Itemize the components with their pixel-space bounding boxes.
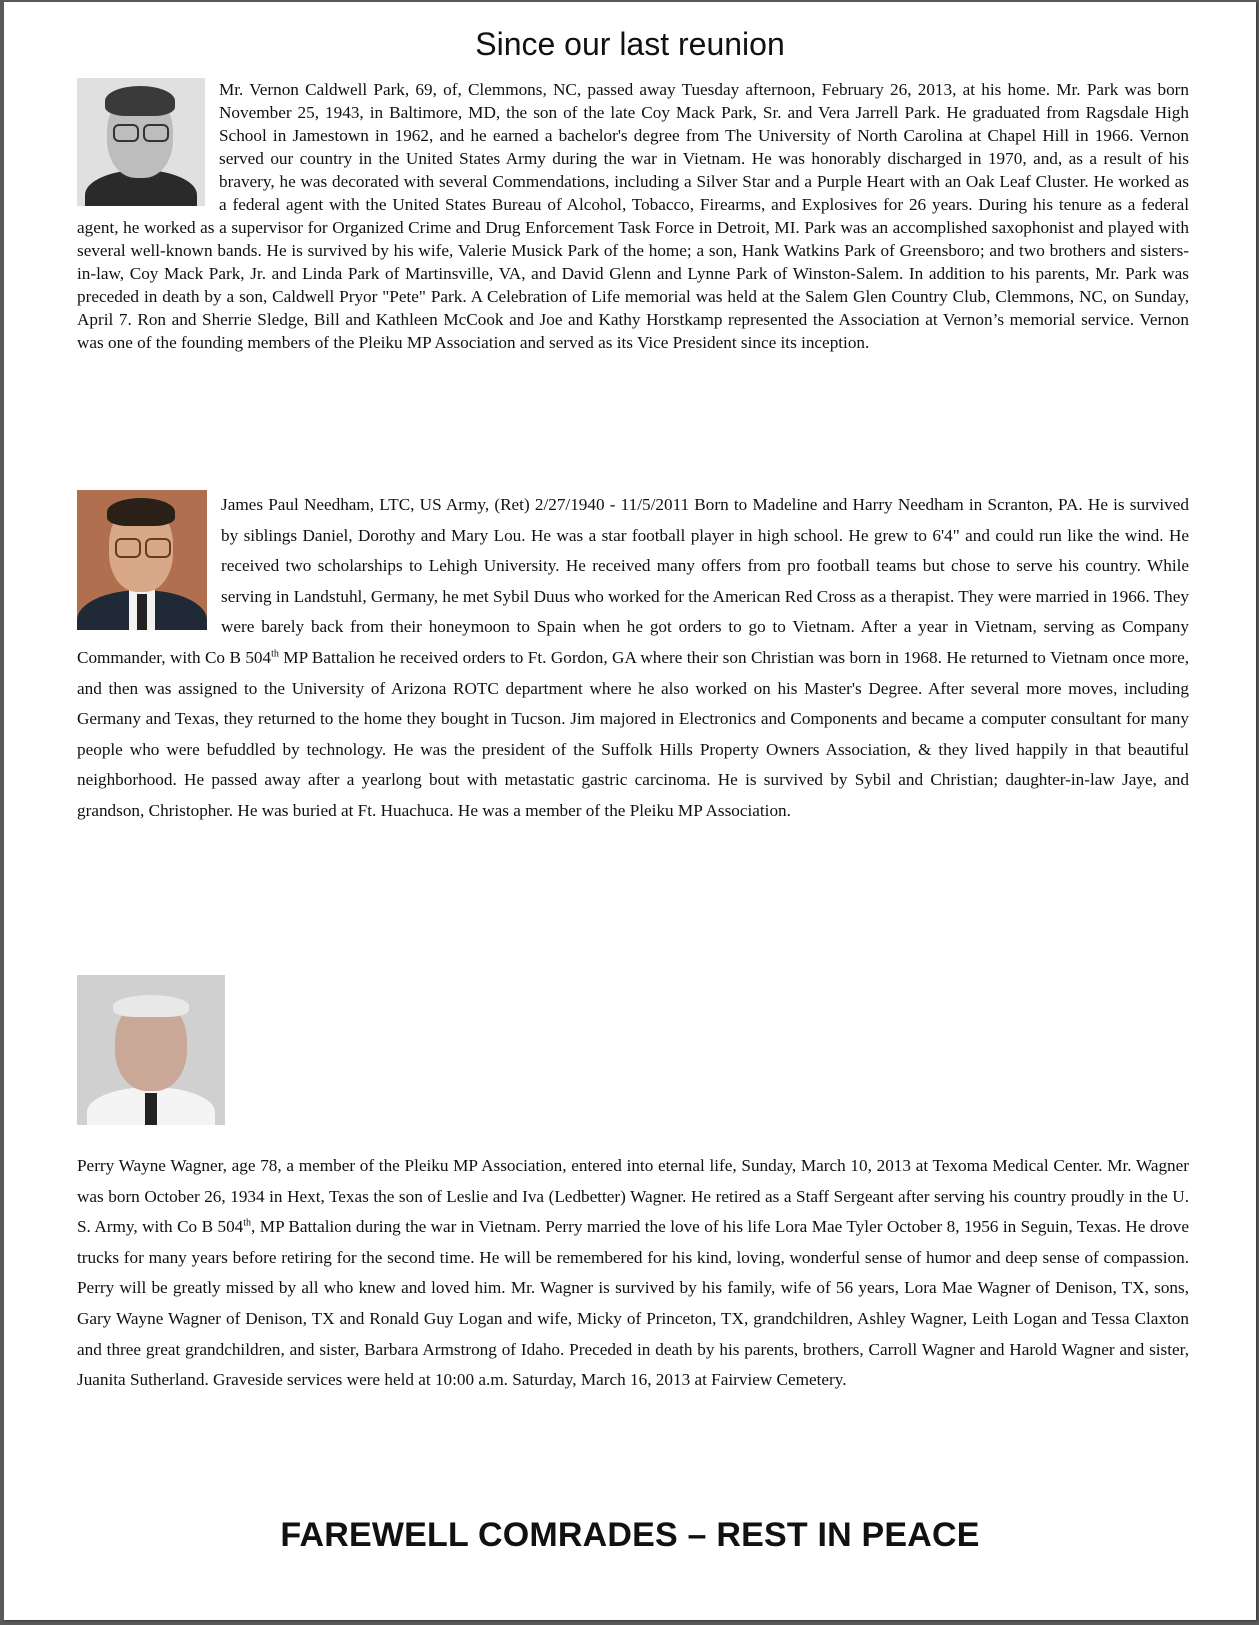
obituary-perry-wagner: [77, 975, 1189, 1396]
ordinal-suffix: th: [271, 648, 279, 660]
portrait-photo: [77, 78, 205, 206]
obituary-text-part-a: Perry Wayne Wagner, age 78, a member of the Pleiku MP Association, entered into eternal life, Sunday, March 10, 2013 at Texoma Medical Center. Mr. Wagner was born October 26, 1934 in Hext, Texas the son of Leslie and Iva (Ledbetter) Wagner. He retired as a Staff Sergeant after serving his country proudly in the U. S. Army, with Co B 504: [77, 1156, 1189, 1237]
obituary-vernon-park: [77, 78, 1189, 354]
portrait-photo: [77, 490, 207, 630]
page-title: Since our last reunion: [475, 26, 785, 62]
closing-heading: FAREWELL COMRADES – REST IN PEACE: [280, 1516, 980, 1554]
obituary-text: [77, 1151, 1189, 1396]
obituary-text: Mr. Vernon Caldwell Park, 69, of, Clemmons, NC, passed away Tuesday afternoon, February 26, 2013, at his home. Mr. Park was born November 25, 1943, in Baltimore, MD, the son of the late Coy Mack Park, Sr. and Vera Jarrell Park. He graduated from Ragsdale High School in Jamestown in 1962, and he earned a bachelor's degree from The University of North Carolina at Chapel Hill in 1966. Vernon served our country in the United States Army during the war in Vietnam. He was honorably discharged in 1970, and, as a result of his bravery, he was decorated with several Commendations, including a Silver Star and a Purple Heart with an Oak Leaf Cluster. He worked as a federal agent with the United States Bureau of Alcohol, Tobacco, Firearms, and Explosives for 26 years. During his tenure as a federal agent, he worked as a supervisor for Organized Crime and Drug Enforcement Task Force in Detroit, MI. Park was an accomplished saxophonist and played with several well-known bands. He is survived by his wife, Valerie Musick Park of the home; a son, Hank Watkins Park of Greensboro; and two brothers and sisters-in-law, Coy Mack Park, Jr. and Linda Park of Martinsville, VA, and David Glenn and Lynne Park of Winston-Salem. In addition to his parents, Mr. Park was preceded in death by a son, Caldwell Pryor "Pete" Park. A Celebration of Life memorial was held at the Salem Glen Country Club, Clemmons, NC, on Sunday, April 7. Ron and Sherrie Sledge, Bill and Kathleen McCook and Joe and Kathy Horstkamp represented the Association at Vernon’s memorial service. Vernon was one of the founding members of the Pleiku MP Association and served as its Vice President since its inception.: [77, 80, 1189, 352]
obituary-text-part-b: MP Battalion he received orders to Ft. Gordon, GA where their son Christian was born in 1968. He returned to Vietnam once more, and then was assigned to the University of Arizona ROTC department where he also worked on his Master's Degree. After several more moves, including Germany and Texas, they returned to the home they bought in Tucson. Jim majored in Electronics and Components and became a computer consultant for many people who were befuddled by technology. He was the president of the Suffolk Hills Property Owners Association, & they lived happily in that beautiful neighborhood. He passed away after a yearlong bout with metastatic gastric carcinoma. He is survived by Sybil and Christian; daughter-in-law Jaye, and grandson, Christopher. He was buried at Ft. Huachuca. He was a member of the Pleiku MP Association.: [77, 647, 1189, 820]
portrait-photo: [77, 975, 225, 1125]
obituary-text-part-a: James Paul Needham, LTC, US Army, (Ret) 2/27/1940 - 11/5/2011 Born to Madeline and Harry Needham in Scranton, PA. He is survived by siblings Daniel, Dorothy and Mary Lou. He was a star football player in high school. He grew to 6'4" and could run like the wind. He received two scholarships to Lehigh University. He received many offers from pro football teams but chose to serve his country. While serving in Landstuhl, Germany, he met Sybil Duus who worked for the American Red Cross as a therapist. They were married in 1966. They were barely back from their honeymoon to Spain when he got orders to go to Vietnam. After a year in Vietnam, serving as Company Commander, with Co B 504: [77, 495, 1189, 667]
obituary-text-part-b: , MP Battalion during the war in Vietnam. Perry married the love of his life Lora Mae Tyler October 8, 1956 in Seguin, Texas. He drove trucks for many years before retiring for the second time. He will be remembered for his kind, loving, wonderful sense of humor and deep sense of compassion. Perry will be greatly missed by all who knew and loved him. Mr. Wagner is survived by his family, wife of 56 years, Lora Mae Wagner of Denison, TX, sons, Gary Wayne Wagner of Denison, TX and Ronald Guy Logan and wife, Micky of Princeton, TX, grandchildren, Ashley Wagner, Leith Logan and Tessa Claxton and three great grandchildren, and sister, Barbara Armstrong of Idaho. Preceded in death by his parents, brothers, Carroll Wagner and Harold Wagner and sister, Juanita Sutherland. Graveside services were held at 10:00 a.m. Saturday, March 16, 2013 at Fairview Cemetery.: [77, 1217, 1189, 1390]
obituary-text: [77, 490, 1189, 827]
ordinal-suffix: th: [243, 1217, 252, 1229]
document-page: [4, 2, 1256, 1620]
obituary-james-needham: [77, 490, 1189, 827]
